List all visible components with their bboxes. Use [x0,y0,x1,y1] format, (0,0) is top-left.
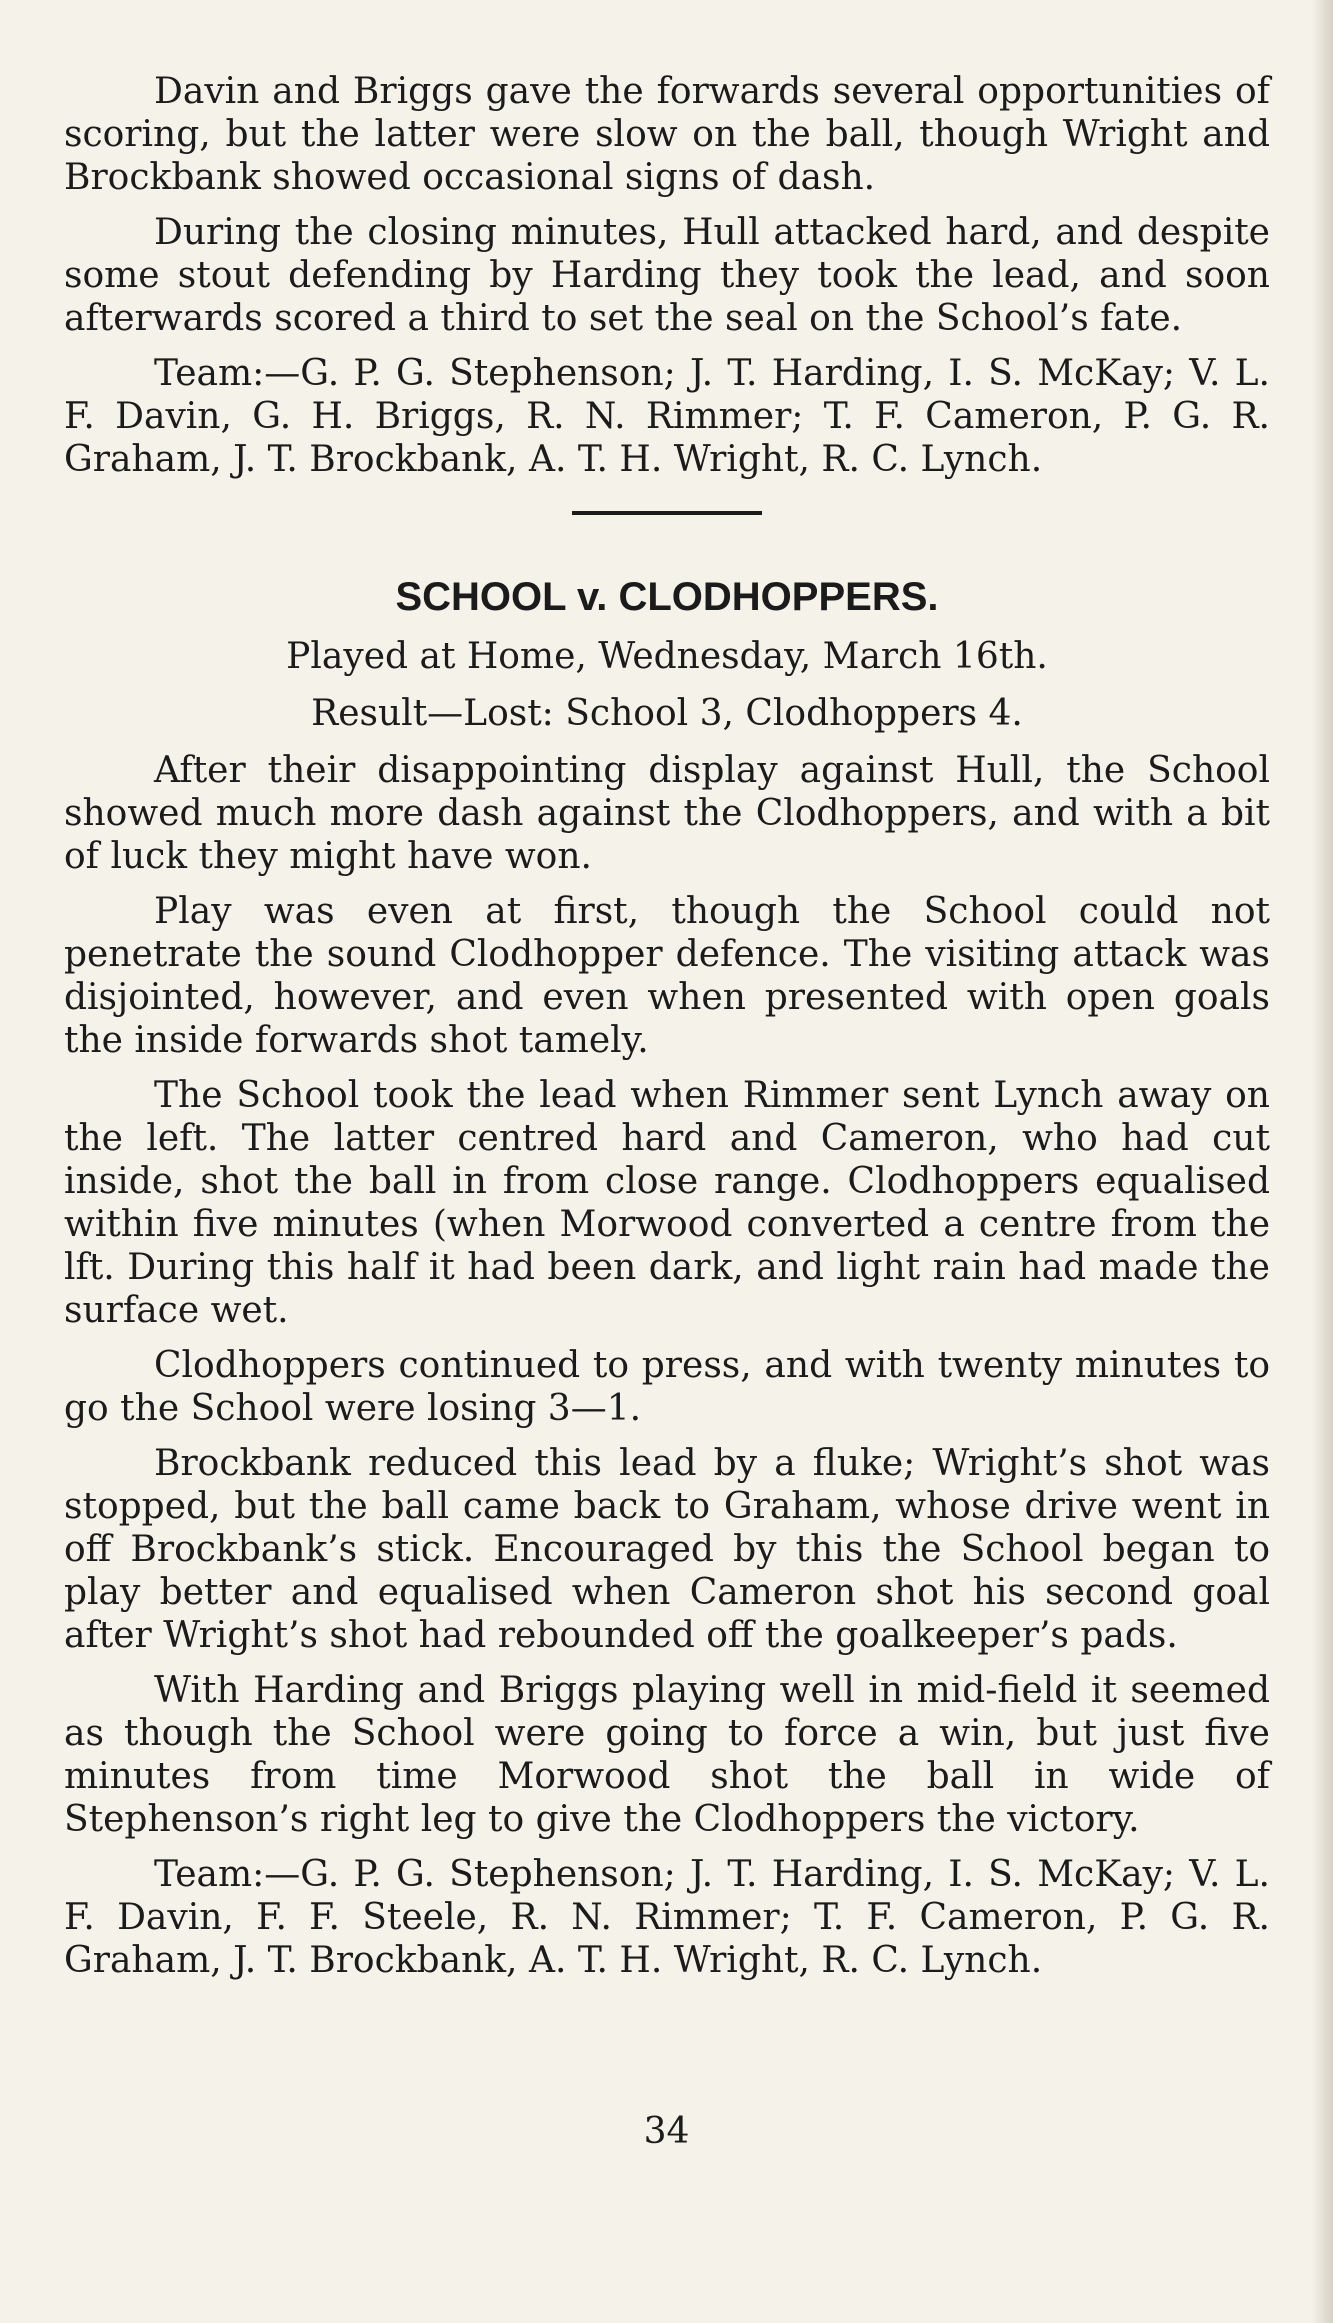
paragraph-pressure: Clodhoppers continued to press, and with twenty minutes to go the School were losing 3—1. [64,1345,1270,1429]
team-list-hull: Team:—G. P. G. Stephenson; J. T. Harding, I. S. McKay; V. L. F. Davin, G. H. Briggs, R. N. Rimmer; T. F. Cameron, P. G. R. Graham, J. T. Brockbank, A. T. H. Wright, R. C. Lynch. [64,353,1270,480]
paragraph-winner: With Harding and Briggs playing well in mid-field it seemed as though the School were going to force a win, but just five minutes from time Morwood shot the ball in wide of Stephenson’s right leg to give the Clodhoppers the victory. [64,1670,1270,1840]
divider-rule [572,511,762,515]
article-body [64,70,1270,1982]
match-result: Result—Lost: School 3, Clodhoppers 4. [311,693,1023,734]
page-edge-shadow [1311,0,1333,2323]
match-heading: SCHOOL v. CLODHOPPERS. [395,575,939,619]
paragraph-forwards: Davin and Briggs gave the forwards several opportunities of scoring, but the latter were slow on the ball, though Wright and Brockbank showed occasional signs of dash. [64,71,1270,198]
paragraph-equaliser: Brockbank reduced this lead by a fluke; Wright’s shot was stopped, but the ball came back to Graham, whose drive went in off Brockbank’s stick. Encouraged by this the School began to play better and equalised when Cameron shot his second goal after Wright’s shot had rebounded off the goalkeeper’s pads. [64,1443,1270,1656]
section-divider [64,481,1270,573]
match-venue: Played at Home, Wednesday, March 16th. [286,636,1048,677]
paragraph-closing-minutes: During the closing minutes, Hull attacked hard, and despite some stout defending by Harding they took the lead, and soon afterwards scored a third to set the seal on the School’s fate. [64,212,1270,339]
paragraph-match-intro: After their disappointing display against Hull, the School showed much more dash against the Clodhoppers, and with a bit of luck they might have won. [64,750,1270,877]
team-list-clodhoppers: Team:—G. P. G. Stephenson; J. T. Harding, I. S. McKay; V. L. F. Davin, F. F. Steele, R. N. Rimmer; T. F. Cameron, P. G. R. Graham, J. T. Brockbank, A. T. H. Wright, R. C. Lynch. [64,1854,1270,1981]
paragraph-early-play: Play was even at first, though the School could not penetrate the sound Clodhopper defence. The visiting attack was disjointed, however, and even when presented with open goals the inside forwards shot tamely. [64,891,1270,1061]
paragraph-first-goal: The School took the lead when Rimmer sent Lynch away on the left. The latter centred hard and Cameron, who had cut inside, shot the ball in from close range. Clodhoppers equalised within five minutes (when Morwood converted a centre from the lft. During this half it had been dark, and light rain had made the surface wet. [64,1075,1270,1331]
page-number: 34 [643,2111,690,2152]
